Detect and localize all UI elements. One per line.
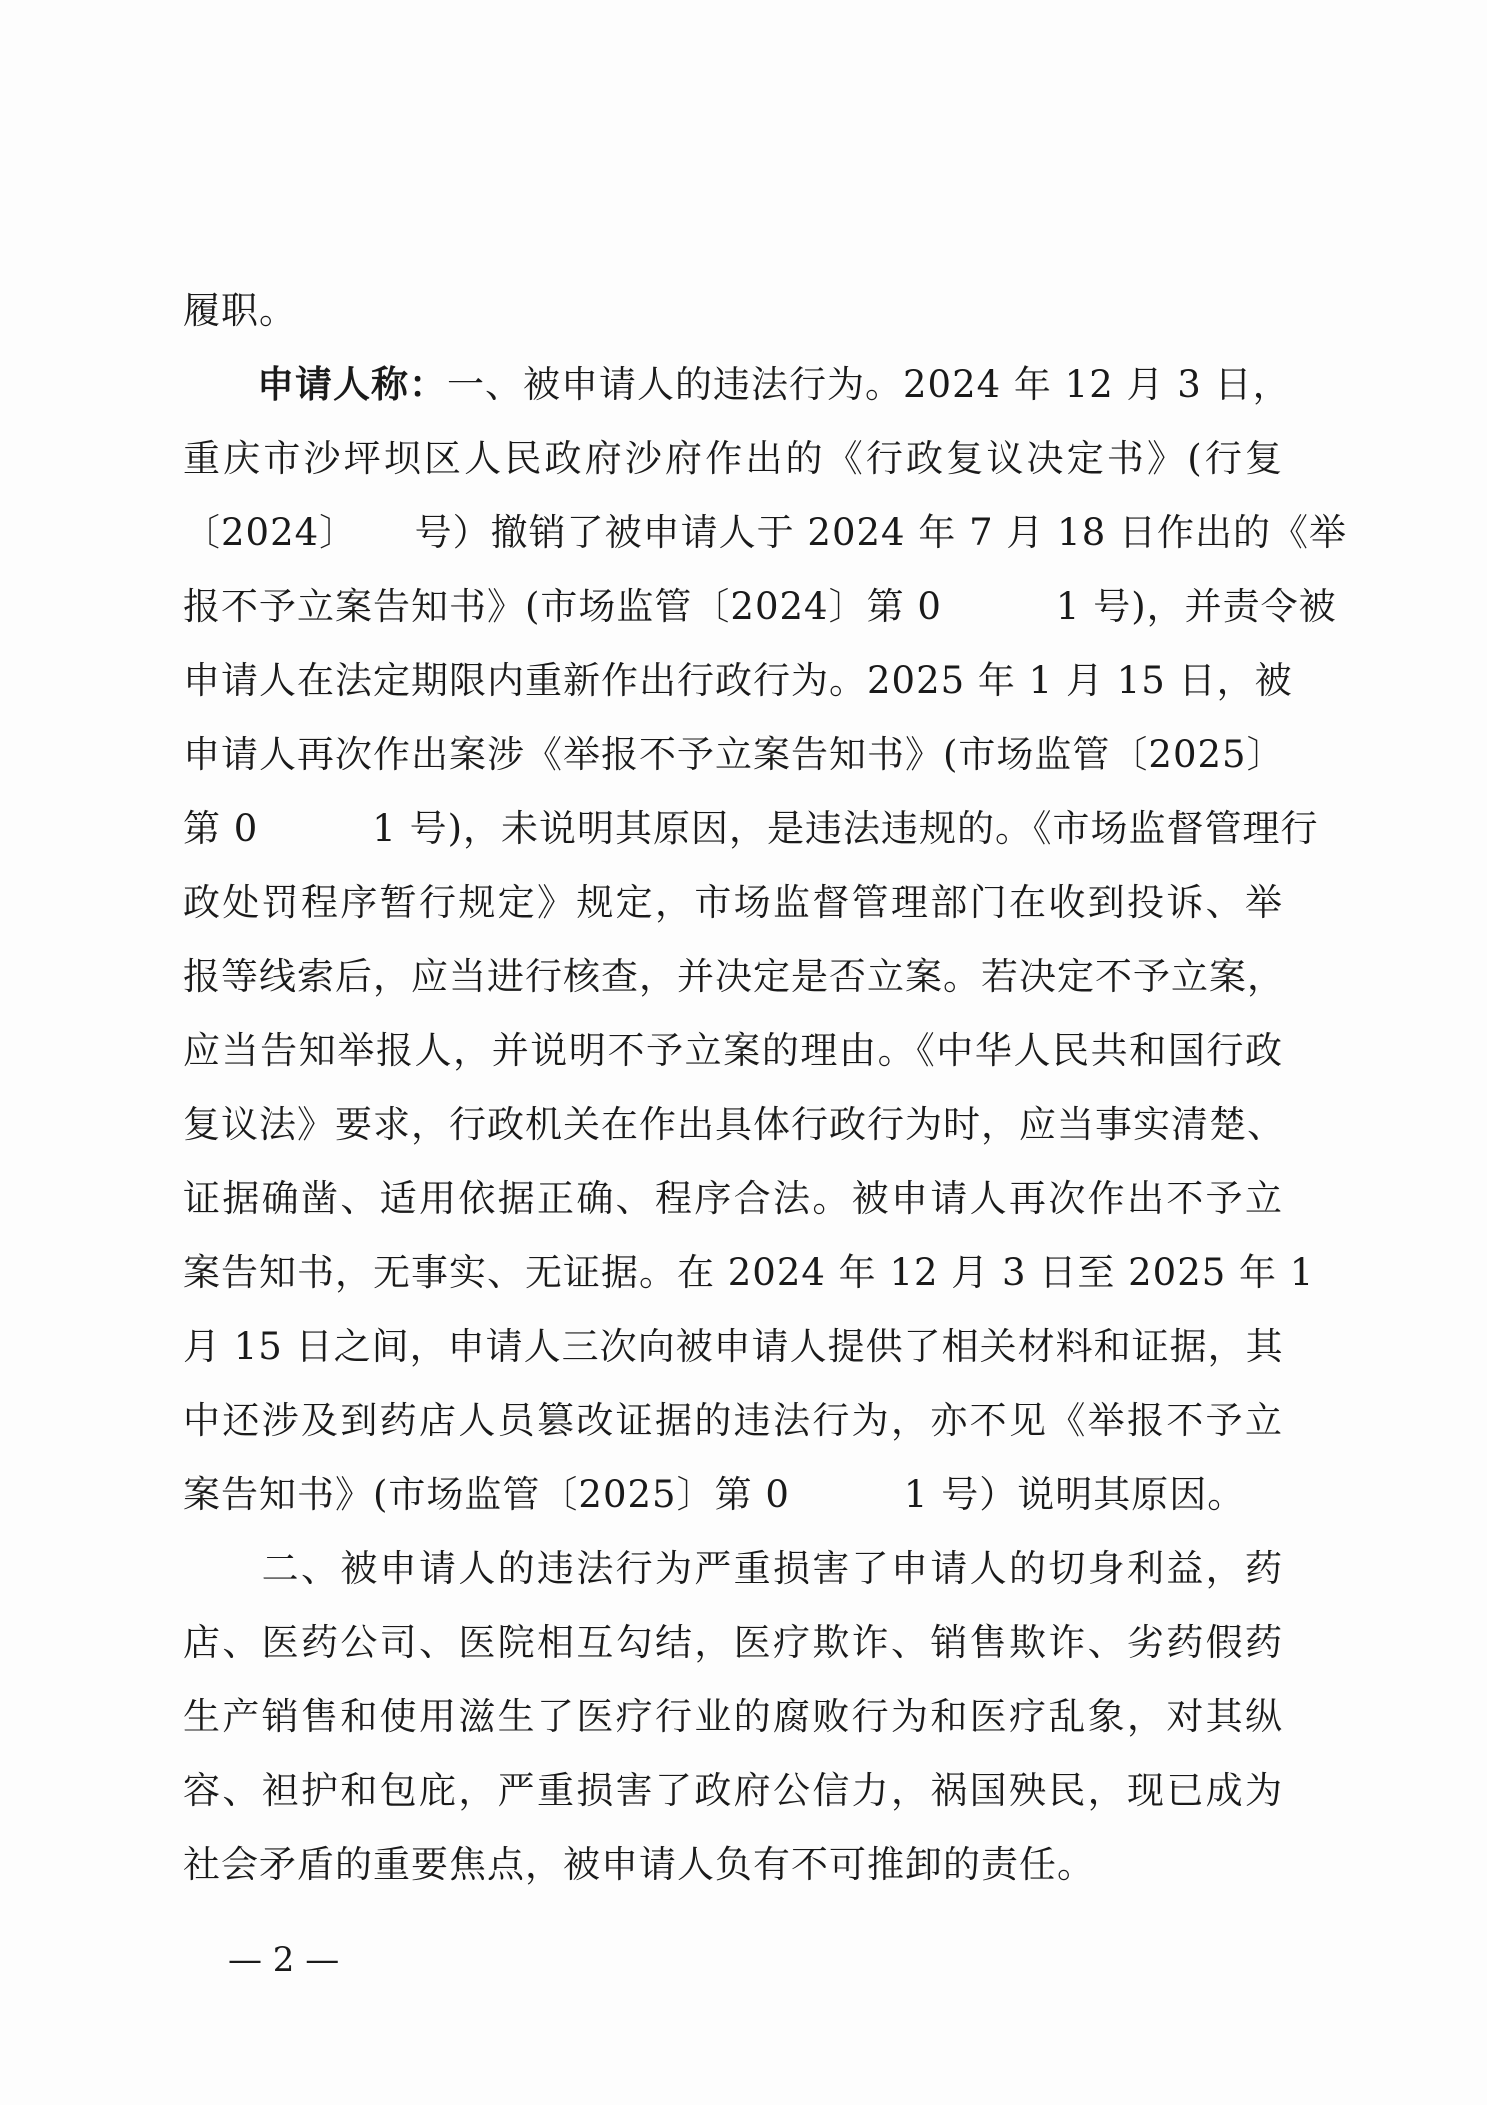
text-line-5: 报不予立案告知书》(市场监管〔2024〕第 0 1 号)，并责令被 xyxy=(183,585,1337,628)
text-line-12: 复议法》要求，行政机关在作出具体行政行为时，应当事实清楚、 xyxy=(183,1103,1285,1146)
text-line-11: 应当告知举报人，并说明不予立案的理由。《中华人民共和国行政 xyxy=(183,1029,1283,1072)
text-line-15: 月 15 日之间，申请人三次向被申请人提供了相关材料和证据，其 xyxy=(183,1325,1284,1368)
text-line-13: 证据确凿、适用依据正确、程序合法。被申请人再次作出不予立 xyxy=(183,1177,1283,1220)
text-line-17: 案告知书》(市场监管〔2025〕第 0 1 号）说明其原因。 xyxy=(183,1473,1246,1516)
text-line-22: 社会矛盾的重要焦点，被申请人负有不可推卸的责任。 xyxy=(183,1843,1095,1886)
text-line-21: 容、袒护和包庇，严重损害了政府公信力，祸国殃民，现已成为 xyxy=(183,1769,1283,1812)
text-line-20: 生产销售和使用滋生了医疗行业的腐败行为和医疗乱象，对其纵 xyxy=(183,1695,1283,1738)
text-line-6: 申请人在法定期限内重新作出行政行为。2025 年 1 月 15 日，被 xyxy=(183,659,1293,702)
text-line-3: 重庆市沙坪坝区人民政府沙府作出的《行政复议决定书》(行复 xyxy=(183,437,1283,480)
text-line-2 xyxy=(183,363,1291,406)
text-line-1: 履职。 xyxy=(183,289,297,332)
text-line-16: 中还涉及到药店人员篡改证据的违法行为，亦不见《举报不予立 xyxy=(183,1399,1283,1442)
text-line-7: 申请人再次作出案涉《举报不予立案告知书》(市场监管〔2025〕 xyxy=(183,733,1285,776)
text-line-19: 店、医药公司、医院相互勾结，医疗欺诈、销售欺诈、劣药假药 xyxy=(183,1621,1283,1664)
page-number: — 2 — xyxy=(228,1940,340,1980)
text-line-14: 案告知书，无事实、无证据。在 2024 年 12 月 3 日至 2025 年 1 xyxy=(183,1251,1315,1294)
applicant-claim-label: 申请人称： xyxy=(257,363,447,406)
text-line-8: 第 0 1 号)，未说明其原因，是违法违规的。《市场监督管理行 xyxy=(183,807,1319,850)
text-line-18: 二、被申请人的违法行为严重损害了申请人的切身利益，药 xyxy=(183,1547,1283,1590)
text-line-9: 政处罚程序暂行规定》规定，市场监督管理部门在收到投诉、举 xyxy=(183,881,1283,924)
text-line-2-rest: 一、被申请人的违法行为。2024 年 12 月 3 日， xyxy=(447,363,1291,406)
text-line-10: 报等线索后，应当进行核查，并决定是否立案。若决定不予立案， xyxy=(183,955,1285,998)
text-line-4: 〔2024〕 号）撤销了被申请人于 2024 年 7 月 18 日作出的《举 xyxy=(183,511,1348,554)
